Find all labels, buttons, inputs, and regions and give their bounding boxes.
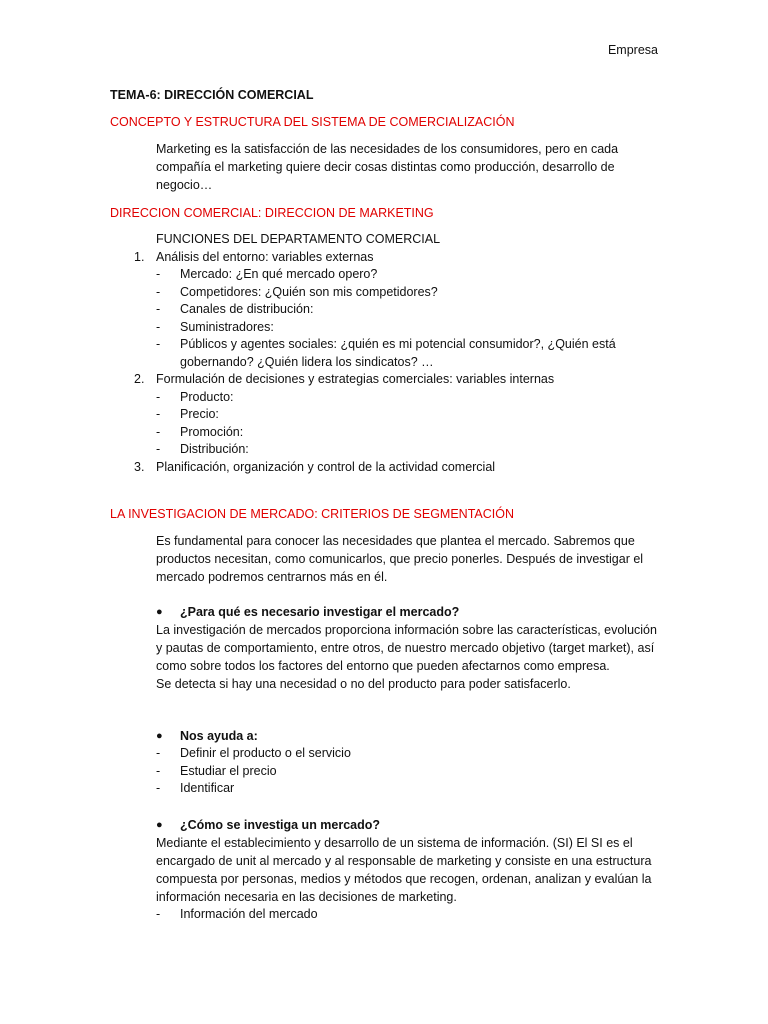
question-text: ¿Para qué es necesario investigar el mercado? [180, 605, 460, 619]
section1-paragraph: Marketing es la satisfacción de las necesidades de los consumidores, pero en cada compañía el marketing quiere decir cosas distintas como producción, desarrollo de negocio… [156, 142, 619, 192]
question-block-3 [156, 816, 658, 924]
bullet-icon: ● [156, 819, 163, 831]
sub-list-item: - Identificar [156, 781, 235, 795]
sub-list-label: Información del mercado [180, 907, 318, 921]
sub-list-label: Suministradores: [180, 319, 274, 334]
question-answer-2: Se detecta si hay una necesidad o no del producto para poder satisfacerlo. [156, 677, 571, 691]
question-text: ¿Cómo se investiga un mercado? [180, 818, 381, 832]
list-number: 2. [134, 372, 145, 386]
sub-list-item: - Públicos y agentes sociales: ¿quién es mi potencial consumidor?, ¿Quién está gobernando? ¿Quién lidera los sindicatos? … [156, 337, 616, 369]
sub-list-label: Canales de distribución: [180, 302, 314, 316]
header-label: Empresa [607, 43, 658, 57]
list-number: 3. [134, 459, 145, 474]
sub-list-item: - Estudiar el precio [156, 763, 277, 778]
functions-block [110, 231, 658, 476]
sub-list-item: - Suministradores: [156, 319, 274, 334]
section-heading-direccion: DIRECCION COMERCIAL: DIRECCION DE MARKETING [110, 206, 434, 220]
bullet-icon: ● [156, 606, 163, 618]
section3-intro: Es fundamental para conocer las necesidades que plantea el mercado. Sabremos que productos necesitan, como comunicarlos, que precio ponerles. Después de investigar el mercado podremos centrarnos más en él. [156, 534, 644, 584]
section-heading-investigacion: LA INVESTIGACION DE MERCADO: CRITERIOS DE SEGMENTACIÓN [110, 507, 514, 521]
sub-list-item: - Competidores: ¿Quién son mis competidores? [156, 284, 438, 299]
functions-subheading: FUNCIONES DEL DEPARTAMENTO COMERCIAL [156, 232, 441, 246]
sub-list-label: Producto: [180, 389, 234, 404]
list-number: 1. [134, 249, 145, 264]
sub-list-item: - Producto: [156, 389, 234, 404]
question-answer: La investigación de mercados proporciona información sobre las características, evolución y pautas de comportamiento, entre otros, de nuestro mercado objetivo (target market), así como sobre todos los factores del entorno que pueden afectarnos como empresa. [156, 623, 657, 673]
sub-list-item: - Mercado: ¿En qué mercado opero? [156, 267, 378, 281]
question-text: Nos ayuda a: [180, 729, 258, 743]
question-heading [156, 727, 658, 745]
question-heading [156, 603, 658, 621]
question-answer: Mediante el establecimiento y desarrollo de un sistema de información. (SI) El SI es el encargado de unit al mercado y al responsable de marketing y consiste en una estructura compuesta por personas, medios y métodos que recogen, ordenan, analizan y evalúan la información necesaria en las decisiones de marketing. [156, 836, 652, 904]
question-block-1 [156, 603, 658, 693]
sub-list-label: Precio: [180, 407, 219, 421]
question-block-2 [156, 727, 658, 798]
sub-list-label: Distribución: [180, 442, 249, 456]
list-label: Análisis del entorno: variables externas [156, 249, 374, 264]
list-label: Formulación de decisiones y estrategias comerciales: variables internas [156, 372, 555, 386]
bullet-icon: ● [156, 730, 163, 742]
section-heading-concepto: CONCEPTO Y ESTRUCTURA DEL SISTEMA DE COMERCIALIZACIÓN [110, 115, 515, 129]
list-item [110, 459, 658, 477]
sub-list-item: - Distribución: [156, 442, 249, 456]
sub-list-label: Estudiar el precio [180, 763, 277, 778]
doc-title: TEMA-6: DIRECCIÓN COMERCIAL [110, 88, 314, 102]
sub-list-item: - Definir el producto o el servicio [156, 746, 351, 760]
list-item [110, 249, 658, 267]
sub-list-item: - Información del mercado [156, 907, 318, 921]
list-item [110, 371, 658, 389]
sub-list-label: Identificar [180, 781, 235, 795]
question-heading [156, 816, 658, 834]
sub-list-label: Promoción: [180, 424, 244, 439]
sub-list-label: Definir el producto o el servicio [180, 746, 351, 760]
sub-list-label: Competidores: ¿Quién son mis competidores? [180, 284, 438, 299]
sub-list-label: Públicos y agentes sociales: ¿quién es mi potencial consumidor?, ¿Quién está gobernando? ¿Quién lidera los sindicatos? … [180, 337, 616, 369]
sub-list-item: - Precio: [156, 407, 219, 421]
list-label: Planificación, organización y control de la actividad comercial [156, 459, 496, 474]
sub-list-label: Mercado: ¿En qué mercado opero? [180, 267, 378, 281]
sub-list-item: - Canales de distribución: [156, 302, 314, 316]
sub-list-item: - Promoción: [156, 424, 244, 439]
